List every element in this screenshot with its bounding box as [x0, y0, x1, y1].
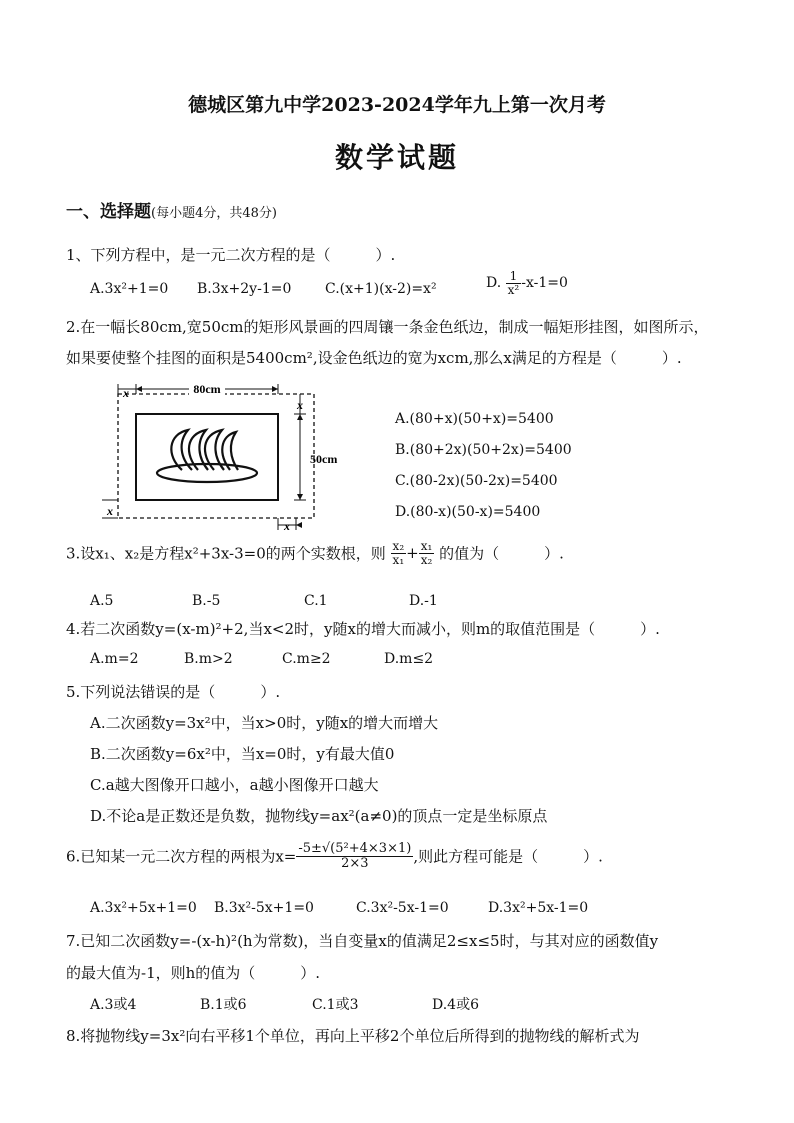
- q2-option-c: C.(80-2x)(50-2x)=5400: [395, 473, 558, 489]
- q3-fraction-2: [419, 540, 435, 566]
- section-note: (每小题4分，共48分): [151, 206, 277, 221]
- q6-stem-b: ,则此方程可能是（ ）.: [413, 847, 603, 866]
- exam-title: 德城区第九中学2023-2024学年九上第一次月考: [188, 94, 606, 116]
- x-label-top-left: x: [123, 386, 129, 400]
- q5-option-c: C.a越大图像开口越小，a越小图像开口越大: [90, 776, 379, 794]
- q6-option-a: A.3x²+5x+1=0: [90, 900, 197, 916]
- q3-stem-b: 的值为（ ）.: [439, 544, 564, 563]
- subject-title: 数学试题: [334, 141, 459, 174]
- q3-option-a: A.5: [90, 593, 114, 609]
- q1-d-prefix: D.: [486, 275, 502, 292]
- q7-option-d: D.4或6: [432, 997, 479, 1013]
- q2-line2: 如果要使整个挂图的面积是5400cm²,设金色纸边的宽为xcm,那么x满足的方程是（ ）.: [66, 349, 682, 367]
- q2-option-a: A.(80+x)(50+x)=5400: [395, 411, 554, 427]
- q7-line1: 7.已知二次函数y=-(x-h)²(h为常数)，当自变量x的值满足2≤x≤5时，与其对应的函数值y: [66, 932, 659, 950]
- q6-formula-den: 2×3: [341, 855, 369, 871]
- section-heading: [66, 197, 277, 222]
- q6-formula-num: -5±√(5²+4×3×1): [298, 841, 412, 856]
- top-dim-label: 80cm: [193, 382, 221, 396]
- q3-stem-a: 3.设x₁、x₂是方程x²+3x-3=0的两个实数根，则: [66, 544, 386, 563]
- q3-option-c: C.1: [304, 593, 328, 609]
- q6-root-formula: [296, 842, 413, 870]
- q5-stem: 5.下列说法错误的是（ ）.: [66, 683, 281, 701]
- q3-stem: [66, 540, 564, 566]
- q2-option-b: B.(80+2x)(50+2x)=5400: [395, 442, 572, 458]
- q3-f1-num: x₂: [392, 539, 405, 553]
- q3-f1-den: x₁: [392, 552, 405, 567]
- x-label-bottom-left: x: [107, 504, 113, 518]
- q2-frame-figure: [96, 382, 346, 532]
- q6-option-c: C.3x²-5x-1=0: [356, 900, 449, 916]
- q5-option-a: A.二次函数y=3x²中，当x>0时，y随x的增大而增大: [90, 714, 439, 732]
- q1-option-d: [486, 270, 568, 296]
- q1-d-denominator: x²: [507, 282, 520, 297]
- q6-stem: [66, 842, 603, 870]
- q6-option-b: B.3x²-5x+1=0: [214, 900, 314, 916]
- q3-fraction-1: [391, 540, 407, 566]
- q7-line2: 的最大值为-1，则h的值为（ ）.: [66, 964, 321, 982]
- q6-option-d: D.3x²+5x-1=0: [488, 900, 589, 916]
- q3-plus: +: [406, 544, 419, 563]
- q5-option-b: B.二次函数y=6x²中，当x=0时，y有最大值0: [90, 745, 395, 763]
- x-label-right: x: [297, 398, 303, 412]
- q4-option-c: C.m≥2: [282, 651, 331, 667]
- q7-option-c: C.1或3: [312, 997, 359, 1013]
- q1-option-c: C.(x+1)(x-2)=x²: [325, 281, 437, 297]
- q4-option-d: D.m≤2: [384, 651, 434, 667]
- q5-option-d: D.不论a是正数还是负数，抛物线y=ax²(a≠0)的顶点一定是坐标原点: [90, 807, 548, 825]
- q2-line1: 2.在一幅长80cm,宽50cm的矩形风景画的四周镶一条金色纸边，制成一幅矩形挂图，如图所示，: [66, 318, 709, 336]
- q4-stem: 4.若二次函数y=(x-m)²+2,当x<2时，y随x的增大而减小，则m的取值范围是（ ）.: [66, 620, 660, 638]
- q8-line1: 8.将抛物线y=3x²向右平移1个单位，再向上平移2个单位后所得到的抛物线的解析式为: [66, 1027, 640, 1045]
- q3-option-b: B.-5: [192, 593, 221, 609]
- q1-option-b: B.3x+2y-1=0: [197, 281, 292, 297]
- q1-stem: 1、下列方程中，是一元二次方程的是（ ）.: [66, 246, 396, 264]
- boat-illustration: [157, 430, 257, 482]
- q1-option-a: A.3x²+1=0: [90, 281, 169, 297]
- q7-option-b: B.1或6: [200, 997, 247, 1013]
- right-dim-label: 50cm: [310, 452, 338, 466]
- section-title: 一、选择题: [66, 202, 151, 222]
- q3-f2-den: x₂: [420, 552, 433, 567]
- q1-d-fraction: [506, 270, 522, 296]
- q2-option-d: D.(80-x)(50-x)=5400: [395, 504, 541, 520]
- q6-stem-a: 6.已知某一元二次方程的两根为x=: [66, 847, 297, 866]
- x-label-bottom-right: x: [284, 519, 290, 532]
- q1-d-numerator: 1: [506, 270, 522, 284]
- q7-option-a: A.3或4: [90, 997, 137, 1013]
- q1-d-rest: -x-1=0: [521, 275, 568, 292]
- q4-option-a: A.m=2: [90, 651, 139, 667]
- q4-option-b: B.m>2: [184, 651, 233, 667]
- q3-f2-num: x₁: [420, 539, 433, 553]
- q3-option-d: D.-1: [409, 593, 438, 609]
